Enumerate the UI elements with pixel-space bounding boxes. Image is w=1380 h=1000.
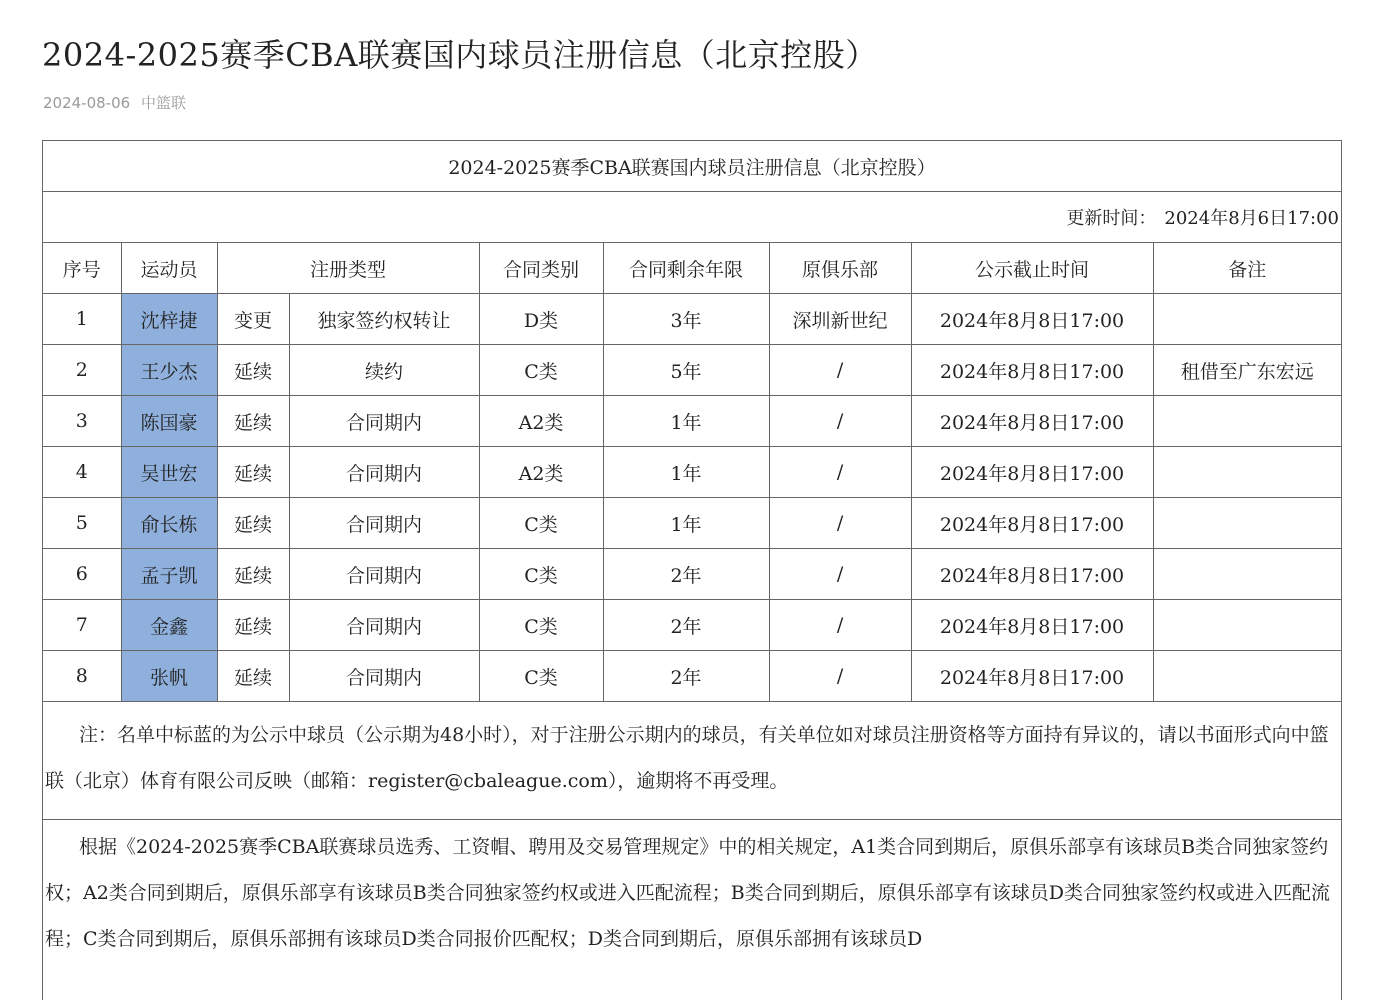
- cell-deadline: 2024年8月8日17:00: [911, 447, 1153, 498]
- cell-club: /: [769, 345, 911, 396]
- cell-deadline: 2024年8月8日17:00: [911, 600, 1153, 651]
- cell-no: 7: [43, 600, 121, 651]
- cell-club: /: [769, 498, 911, 549]
- table-header-row: [43, 243, 1341, 294]
- cell-no: 5: [43, 498, 121, 549]
- cell-club: /: [769, 600, 911, 651]
- cell-reg-type: 变更: [217, 294, 289, 345]
- cell-club: /: [769, 549, 911, 600]
- cell-athlete: 孟子凯: [121, 549, 217, 600]
- cell-no: 2: [43, 345, 121, 396]
- col-header-remark: 备注: [1153, 243, 1341, 294]
- cell-no: 1: [43, 294, 121, 345]
- table-row: [43, 447, 1341, 498]
- cell-remark: [1153, 651, 1341, 702]
- cell-athlete: 王少杰: [121, 345, 217, 396]
- cell-remark: [1153, 447, 1341, 498]
- col-header-deadline: 公示截止时间: [911, 243, 1153, 294]
- table-row: [43, 651, 1341, 702]
- update-time: 2024年8月6日17:00: [1164, 208, 1339, 229]
- cell-deadline: 2024年8月8日17:00: [911, 498, 1153, 549]
- cell-athlete: 俞长栋: [121, 498, 217, 549]
- cell-deadline: 2024年8月8日17:00: [911, 345, 1153, 396]
- cell-no: 3: [43, 396, 121, 447]
- cell-contract: C类: [479, 345, 603, 396]
- table-row: [43, 345, 1341, 396]
- cell-deadline: 2024年8月8日17:00: [911, 651, 1153, 702]
- cell-athlete: 陈国豪: [121, 396, 217, 447]
- cell-years: 2年: [603, 600, 769, 651]
- table-row: [43, 498, 1341, 549]
- cell-reg-type: 延续: [217, 345, 289, 396]
- update-label: 更新时间：: [1066, 208, 1157, 229]
- cell-reg-detail: 合同期内: [289, 447, 479, 498]
- cell-reg-detail: 续约: [289, 345, 479, 396]
- cell-contract: A2类: [479, 447, 603, 498]
- article-source: 中篮联: [140, 94, 186, 112]
- cell-remark: [1153, 600, 1341, 651]
- cell-reg-type: 延续: [217, 651, 289, 702]
- registration-table: [43, 243, 1341, 702]
- registration-table-container: [42, 140, 1342, 1000]
- cell-deadline: 2024年8月8日17:00: [911, 294, 1153, 345]
- col-header-contract: 合同类别: [479, 243, 603, 294]
- cell-club: 深圳新世纪: [769, 294, 911, 345]
- cell-athlete: 吴世宏: [121, 447, 217, 498]
- cell-deadline: 2024年8月8日17:00: [911, 549, 1153, 600]
- cell-reg-type: 延续: [217, 498, 289, 549]
- cell-years: 1年: [603, 396, 769, 447]
- article-meta: [43, 92, 192, 113]
- cell-reg-detail: 合同期内: [289, 651, 479, 702]
- cell-years: 5年: [603, 345, 769, 396]
- update-time-row: [43, 192, 1341, 243]
- cell-years: 2年: [603, 549, 769, 600]
- cell-reg-detail: 独家签约权转让: [289, 294, 479, 345]
- cell-club: /: [769, 396, 911, 447]
- cell-athlete: 张帆: [121, 651, 217, 702]
- cell-athlete: 金鑫: [121, 600, 217, 651]
- cell-remark: [1153, 549, 1341, 600]
- cell-club: /: [769, 447, 911, 498]
- cell-contract: C类: [479, 600, 603, 651]
- cell-contract: C类: [479, 651, 603, 702]
- col-header-reg-type: 注册类型: [217, 243, 479, 294]
- cell-reg-detail: 合同期内: [289, 396, 479, 447]
- table-body: [43, 294, 1341, 702]
- article-date: 2024-08-06: [43, 94, 131, 112]
- cell-no: 6: [43, 549, 121, 600]
- cell-reg-type: 延续: [217, 447, 289, 498]
- cell-club: /: [769, 651, 911, 702]
- cell-contract: D类: [479, 294, 603, 345]
- cell-reg-detail: 合同期内: [289, 549, 479, 600]
- cell-years: 2年: [603, 651, 769, 702]
- cell-reg-detail: 合同期内: [289, 600, 479, 651]
- cell-deadline: 2024年8月8日17:00: [911, 396, 1153, 447]
- note-text: 注：名单中标蓝的为公示中球员（公示期为48小时），对于注册公示期内的球员，有关单位如对球员注册资格等方面持有异议的，请以书面形式向中篮联（北京）体育有限公司反映（邮箱：register@cbaleague.com），逾期将不再受理。: [43, 702, 1341, 820]
- cell-remark: [1153, 396, 1341, 447]
- cell-remark: [1153, 294, 1341, 345]
- col-header-years: 合同剩余年限: [603, 243, 769, 294]
- cell-reg-type: 延续: [217, 396, 289, 447]
- col-header-athlete: 运动员: [121, 243, 217, 294]
- cell-no: 4: [43, 447, 121, 498]
- table-title: 2024-2025赛季CBA联赛国内球员注册信息（北京控股）: [43, 141, 1341, 192]
- cell-remark: 租借至广东宏远: [1153, 345, 1341, 396]
- cell-years: 1年: [603, 447, 769, 498]
- page-title: 2024-2025赛季CBA联赛国内球员注册信息（北京控股）: [42, 36, 878, 74]
- cell-contract: C类: [479, 498, 603, 549]
- cell-years: 1年: [603, 498, 769, 549]
- rule-text: 根据《2024-2025赛季CBA联赛球员选秀、工资帽、聘用及交易管理规定》中的相关规定，A1类合同到期后，原俱乐部享有该球员B类合同独家签约权；A2类合同到期后，原俱乐部享有该球员B类合同独家签约权或进入匹配流程；B类合同到期后，原俱乐部享有该球员D类合同独家签约权或进入匹配流程；C类合同到期后，原俱乐部拥有该球员D类合同报价匹配权；D类合同到期后，原俱乐部拥有该球员D: [45, 836, 1330, 950]
- table-row: [43, 549, 1341, 600]
- cell-reg-type: 延续: [217, 600, 289, 651]
- col-header-club: 原俱乐部: [769, 243, 911, 294]
- cell-remark: [1153, 498, 1341, 549]
- cell-athlete: 沈梓捷: [121, 294, 217, 345]
- table-row: [43, 600, 1341, 651]
- col-header-no: 序号: [43, 243, 121, 294]
- cell-reg-type: 延续: [217, 549, 289, 600]
- cell-reg-detail: 合同期内: [289, 498, 479, 549]
- cell-no: 8: [43, 651, 121, 702]
- cell-contract: A2类: [479, 396, 603, 447]
- table-row: [43, 396, 1341, 447]
- cell-contract: C类: [479, 549, 603, 600]
- table-row: [43, 294, 1341, 345]
- cell-years: 3年: [603, 294, 769, 345]
